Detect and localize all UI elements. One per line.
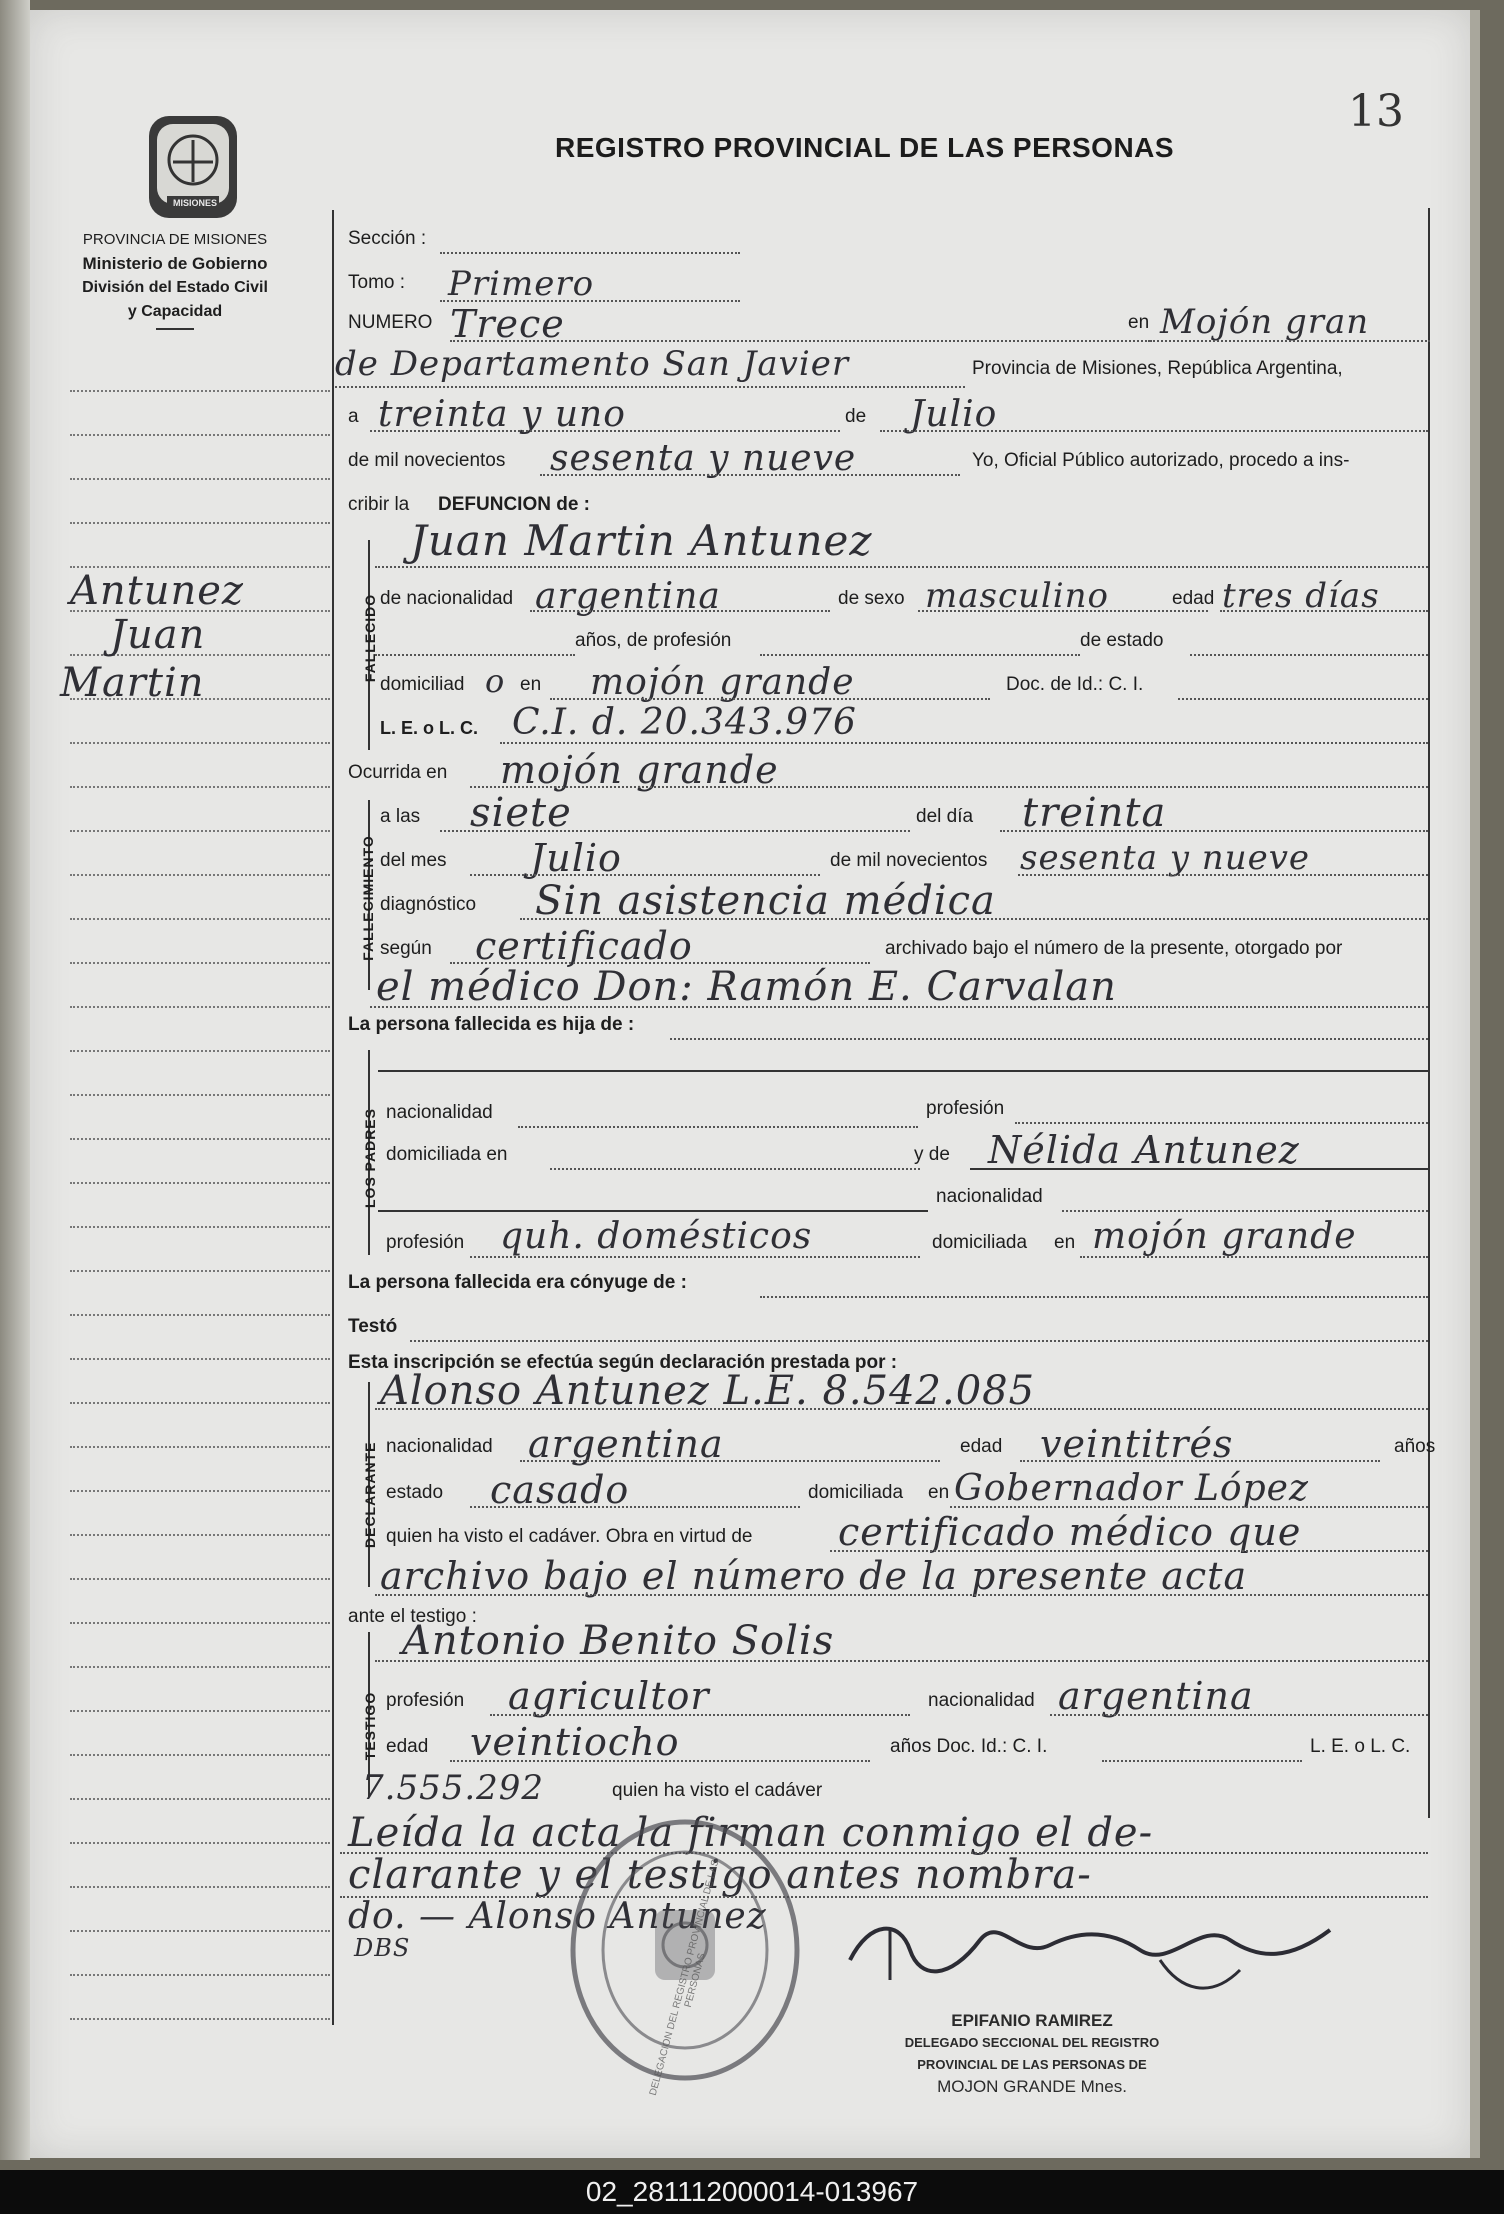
fallecimiento-label: FALLECIMIENTO [360,835,376,961]
leida3-value: do. — Alonso Antunez [348,1896,767,1937]
margin-rule-line [70,1578,330,1580]
de-mil-nov-label: de mil novecientos [830,850,988,871]
margin-rule-line [70,1754,330,1756]
conyuge-label: La persona fallecida era cónyuge de : [348,1272,687,1293]
anio-falle-value: sesenta y nueve [1020,838,1311,878]
seal-caption: MISIONES [173,198,218,208]
dia-value: treinta y uno [378,394,626,435]
diagnostico-value: Sin asistencia médica [535,878,996,924]
segun-label: según [380,938,432,959]
margin-rule-line [70,478,330,480]
domicilio-o-value: o [485,662,506,700]
margin-rule-line [70,1842,330,1844]
ante-testigo-label: ante el testigo : [348,1606,477,1627]
margin-rule-line [70,522,330,524]
margin-rule-line [70,1138,330,1140]
inscripcion-label: Esta inscripción se efectúa según declaración prestada por : [348,1352,898,1373]
declarante-label: DECLARANTE [362,1441,378,1548]
signature-official [830,1890,1350,2014]
anos-profesion-label: años, de profesión [575,630,732,651]
margin-rule-line [70,2018,330,2020]
margin-rule-line [70,1094,330,1096]
edad-testigo-label: edad [386,1736,429,1757]
sexo-value: masculino [925,576,1110,616]
provincia-label: Provincia de Misiones, República Argentina, [972,358,1343,379]
margin-rule-line [70,1930,330,1932]
page-number: 13 [1348,86,1404,137]
margin-rule-line [70,874,330,876]
en-domicilio-label: en [520,674,542,695]
mes-value: Julio [910,394,998,435]
fallecido-label: FALLECIDO [362,593,378,683]
en-label: en [1128,312,1150,333]
edad-label: edad [1172,588,1215,609]
hora-value: siete [470,790,572,836]
margin-rule-line [70,1226,330,1228]
hija-de-label: La persona fallecida es hija de : [348,1014,635,1035]
official-title: DELEGADO SECCIONAL DEL REGISTRO [904,2035,1160,2050]
page-title: REGISTRO PROVINCIAL DE LAS PERSONAS [555,132,1175,163]
margin-rule-line [70,1402,330,1404]
del-mes-label: del mes [380,850,447,871]
image-id-footer: 02_281112000014-013967 [0,2170,1504,2214]
del-dia-label: del día [916,806,974,827]
margin-note-middle: Martin [60,660,205,706]
numero-label: NUMERO [348,312,433,333]
register-page [30,10,1480,2158]
official-registry: PROVINCIAL DE LAS PERSONAS DE [917,2057,1147,2072]
nacionalidad-padre-label: nacionalidad [386,1102,493,1123]
profesion-madre-value: quh. domésticos [500,1216,813,1257]
margin-rule-line [70,1622,330,1624]
estado-label: de estado [1080,630,1164,651]
leida1-value: Leída la acta la firman conmigo el de- [348,1810,1154,1856]
nac-testigo-label: nacionalidad [928,1690,1035,1711]
margin-rule-line [70,1006,330,1008]
quien-visto-label: quien ha visto el cadáver. Obra en virtud de [386,1526,753,1547]
margin-rule-line [70,918,330,920]
margin-rule-line [70,830,330,832]
defuncion-label: DEFUNCION de : [438,494,590,515]
form-left-border [332,210,334,2025]
edad-declarante-label: edad [960,1436,1003,1457]
profesion-madre-label: profesión [386,1232,465,1253]
margin-rule-line [70,1490,330,1492]
nacionalidad-value: argentina [535,576,721,617]
form-right-border [1428,208,1430,1818]
de-label: de [845,406,867,427]
numero-value: Trece [450,302,565,346]
stamp-text: DELEGACION DEL REGISTRO PROVINCIAL DE LAS PERSONAS [647,1858,722,2097]
edad-declarante-value: veintitrés [1040,1422,1234,1466]
nac-declarante-label: nacionalidad [386,1436,493,1457]
margin-rule-line [70,1710,330,1712]
profesion-testigo-label: profesión [386,1690,465,1711]
margin-rule-line [70,390,330,392]
official-location: MOJON GRANDE Mnes. [937,2077,1127,2096]
profesion-testigo-value: agricultor [508,1674,710,1718]
domicilio-value: mojón grande [590,662,855,703]
anio-value: sesenta y nueve [550,438,857,479]
nac-testigo-value: argentina [1058,1674,1254,1718]
domiciliada-madre-label: domiciliada [932,1232,1028,1253]
a-las-label: a las [380,806,421,827]
obra2-value: archivo bajo el número de la presente acta [380,1554,1248,1598]
domicilio-declarante-value: Gobernador López [954,1468,1309,1509]
official-stamp [882,2010,1182,2098]
testo-label: Testó [348,1316,398,1337]
nacionalidad-label: de nacionalidad [380,588,514,609]
mes-falle-value: Julio [530,836,622,880]
capacity-line: y Capacidad [127,303,223,320]
ministry-line: Ministerio de Gobierno [82,254,268,273]
domicilio-madre-value: mojón grande [1092,1216,1357,1257]
nombre-value: Juan Martin Antunez [410,516,873,565]
tomo-label: Tomo : [348,272,406,293]
declarante-value: Alonso Antunez L.E. 8.542.085 [380,1368,1036,1414]
ocurrida-label: Ocurrida en [348,762,448,783]
tomo-value: Primero [448,264,595,304]
initials-value: DBS [354,1934,411,1962]
a-label: a [348,406,359,427]
le-lc-testigo-label: L. E. o L. C. [1310,1736,1411,1757]
margin-rule-line [70,742,330,744]
en-madre-label: en [1054,1232,1076,1253]
edad-testigo-value: veintiocho [470,1720,680,1764]
archivado-label: archivado bajo el número de la presente, otorgado por [885,938,1343,959]
obra-value: certificado médico que [838,1510,1302,1554]
division-line: División del Estado Civil [82,279,268,296]
margin-rule-line [70,1314,330,1316]
margin-rule-line [70,434,330,436]
margin-rule-line [70,1974,330,1976]
ci-value: C.I. d. 20.343.976 [512,702,857,743]
quien-visto2-label: quien ha visto el cadáver [612,1780,823,1801]
margin-rule-line [70,1358,330,1360]
en-value: Mojón gran [1160,302,1370,342]
nacionalidad-madre-label: nacionalidad [936,1186,1043,1207]
official-name: EPIFANIO RAMIREZ [951,2011,1113,2030]
margin-rule-line [70,1446,330,1448]
estado-declarante-value: casado [490,1468,630,1512]
departamento-value: de Departamento San Javier [335,344,850,384]
margin-note-name: Juan [110,612,206,658]
le-testigo-value: 7.555.292 [362,1768,545,1808]
margin-note-surname: Antunez [70,568,244,614]
sexo-label: de sexo [838,588,905,609]
nac-declarante-value: argentina [528,1422,724,1466]
segun-value: certificado [475,924,693,968]
edad-value: tres días [1222,576,1380,616]
ocurrida-value: mojón grande [500,748,779,792]
testigo-label: TESTIGO [362,1691,378,1761]
seccion-label: Sección : [348,228,427,249]
margin-rule-line [70,1050,330,1052]
estado-declarante-label: estado [386,1482,444,1503]
medico-value: el médico Don: Ramón E. Carvalan [376,964,1117,1010]
padres-label: LOS PADRES [362,1108,378,1208]
yo-label: Yo, Oficial Público autorizado, procedo a ins- [972,450,1350,471]
en-declarante-label: en [928,1482,950,1503]
dia-falle-value: treinta [1022,790,1167,836]
testigo-value: Antonio Benito Solis [402,1618,835,1664]
anos-doc-label: años Doc. Id.: C. I. [890,1736,1048,1757]
margin-rule-line [70,1270,330,1272]
domiciliada-en-label: domiciliada en [386,1144,508,1165]
margin-rule-line [70,1534,330,1536]
margin-rule-line [70,962,330,964]
province-header [50,228,300,330]
de-mil-label: de mil novecientos [348,450,506,471]
provincial-seal [145,112,241,226]
cribir-label: cribir la [348,494,410,515]
margin-rule-line [70,1666,330,1668]
facing-page-edge [0,0,30,2160]
diagnostico-label: diagnóstico [380,894,477,915]
province-line: PROVINCIA DE MISIONES [82,231,268,248]
madre-value: Nélida Antunez [988,1128,1300,1172]
domiciliado-label: domiciliad [380,674,465,695]
margin-rule-line [70,1182,330,1184]
le-lc-label: L. E. o L. C. [380,718,478,738]
y-de-label: y de [914,1144,950,1165]
leida2-value: clarante y el testigo antes nombra- [348,1852,1092,1898]
profesion-padre-label: profesión [926,1098,1005,1119]
margin-rule-line [70,1886,330,1888]
margin-rule-line [70,786,330,788]
margin-rule-line [70,1798,330,1800]
domiciliada-declarante-label: domiciliada [808,1482,904,1503]
doc-id-label: Doc. de Id.: C. I. [1006,674,1144,695]
anos-declarante-label: años [1394,1436,1436,1457]
